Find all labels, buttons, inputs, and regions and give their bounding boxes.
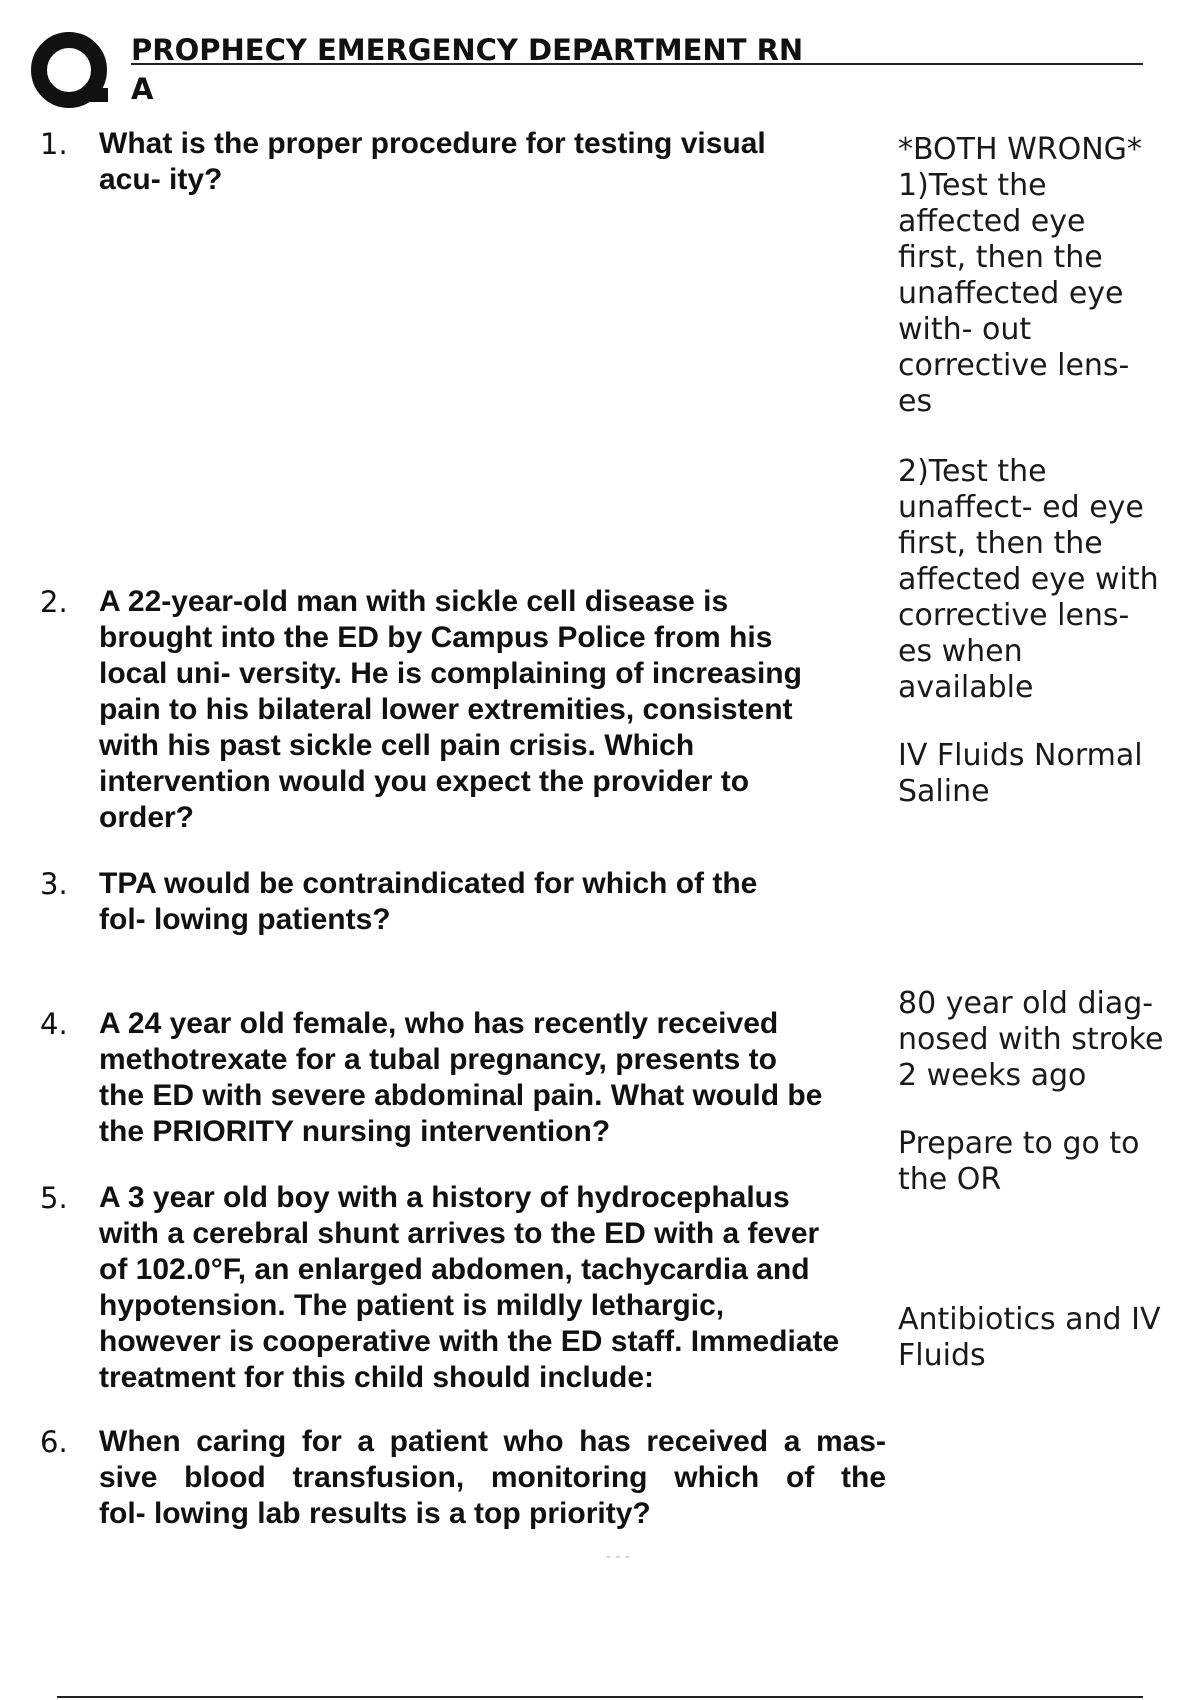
document-subtitle: A [131, 72, 154, 106]
question-text: A 22-year-old man with sickle cell disease is brought into the ED by Campus Police from his local uni- versity. He is complaining of increasing pain to his bilateral lower extremities, consistent with his past sickle cell pain crisis. Which intervention would you expect the provider to order? [99, 585, 802, 834]
question-text: What is the proper procedure for testing visual acu- ity? [99, 127, 766, 196]
question-1 [40, 126, 886, 198]
question-number: 4. [40, 1007, 68, 1041]
answer-3: 80 year old diag- nosed with stroke 2 weeks ago [898, 986, 1164, 1093]
question-number: 2. [40, 585, 68, 619]
bottom-divider [57, 1696, 1143, 1698]
question-number: 3. [40, 867, 68, 901]
answer-5: Antibiotics and IV Fluids [898, 1302, 1161, 1373]
question-number: 6. [40, 1425, 68, 1459]
question-number: 5. [40, 1181, 68, 1215]
answer-2: IV Fluids Normal Saline [898, 738, 1143, 809]
question-2 [40, 584, 886, 836]
answer-1-part-2: 2)Test the unaffect- ed eye first, then the affected eye with corrective lens- es when available [898, 454, 1159, 705]
question-text: A 24 year old female, who has recently received methotrexate for a tubal pregnancy, presents to the ED with severe abdominal pain. What would be the PRIORITY nursing intervention? [99, 1007, 823, 1148]
question-6 [40, 1424, 886, 1532]
document-title: PROPHECY EMERGENCY DEPARTMENT RN [131, 33, 1143, 65]
question-3 [40, 866, 886, 938]
question-text: TPA would be contraindicated for which of the fol- lowing patients? [99, 867, 758, 936]
question-number: 1. [40, 127, 68, 161]
q-logo-icon [30, 30, 110, 110]
question-text: A 3 year old boy with a history of hydrocephalus with a cerebral shunt arrives to the ED with a fever of 102.0°F, an enlarged abdomen, tachycardia and hypotension. The patient is mildly lethargic, however is cooperative with the ED staff. Immediate treatment for this child should include: [99, 1181, 840, 1394]
question-text: When caring for a patient who has received a mas- sive blood transfusion, monitoring which of the fol- lowing lab results is a top priority? [99, 1425, 886, 1530]
question-5 [40, 1180, 886, 1396]
answer-4: Prepare to go to the OR [898, 1126, 1140, 1197]
answer-1-part-1: *BOTH WRONG* 1)Test the affected eye first, then the unaffected eye with- out corrective lens- es [898, 132, 1142, 419]
question-4 [40, 1006, 886, 1150]
footer-mark: - - - [606, 1549, 631, 1565]
